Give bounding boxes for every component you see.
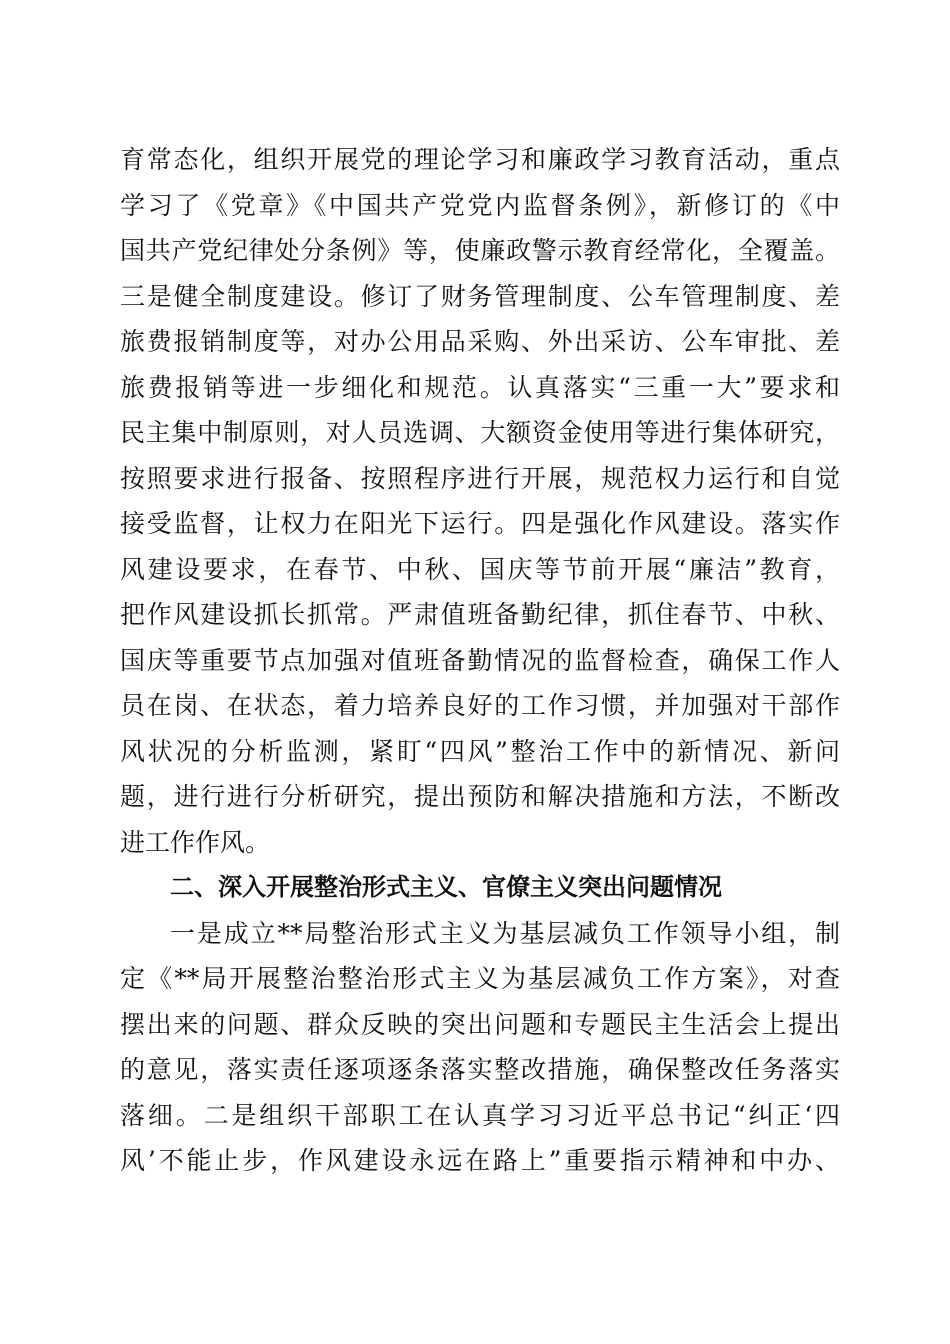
section-heading: 二、深入开展整治形式主义、官僚主义突出问题情况 — [170, 873, 722, 901]
body-line: 旅费报销制度等，对办公用品采购、外出采访、公车审批、差 — [120, 327, 840, 356]
body-line: 按照要求进行报备、按照程序进行开展，规范权力运行和自觉 — [120, 463, 840, 493]
document-body — [120, 137, 840, 1184]
body-line: 民主集中制原则，对人员选调、大额资金使用等进行集体研究， — [120, 418, 840, 447]
body-line: 把作风建设抓长抓常。严肃值班备勤纪律，抓住春节、中秋、 — [120, 600, 840, 629]
body-line: 题，进行进行分析研究，提出预防和解决措施和方法，不断改 — [120, 782, 840, 811]
body-line: 旅费报销等进一步细化和规范。认真落实“三重一大”要求和 — [120, 372, 840, 402]
body-line: 风状况的分析监测，紧盯“四风”整治工作中的新情况、新问 — [120, 736, 840, 766]
body-line: 国共产党纪律处分条例》等，使廉政警示教育经常化，全覆盖。 — [120, 236, 840, 265]
body-line: 风’不能止步，作风建设永远在路上”重要指示精神和中办、 — [120, 1146, 840, 1175]
body-line: 育常态化，组织开展党的理论学习和廉政学习教育活动，重点 — [120, 145, 840, 174]
body-line: 进工作作风。 — [120, 827, 271, 857]
body-line: 员在岗、在状态，着力培养良好的工作习惯，并加强对干部作 — [120, 691, 840, 720]
body-line: 风建设要求，在春节、中秋、国庆等节前开展“廉洁”教育， — [120, 554, 840, 584]
body-line: 三是健全制度建设。修订了财务管理制度、公车管理制度、差 — [120, 281, 840, 311]
body-line: 一是成立**局整治形式主义为基层减负工作领导小组，制 — [170, 918, 840, 948]
body-line: 落细。二是组织干部职工在认真学习习近平总书记“纠正‘四 — [120, 1100, 840, 1130]
body-line: 的意见，落实责任逐项逐条落实整改措施，确保整改任务落实 — [120, 1055, 840, 1084]
body-line: 摆出来的问题、群众反映的突出问题和专题民主生活会上提出 — [120, 1009, 840, 1039]
body-line: 国庆等重要节点加强对值班备勤情况的监督检查，确保工作人 — [120, 645, 840, 675]
body-line: 接受监督，让权力在阳光下运行。四是强化作风建设。落实作 — [120, 509, 840, 538]
body-line: 定《**局开展整治整治形式主义为基层减负工作方案》，对查 — [120, 964, 840, 993]
body-line: 学习了《党章》《中国共产党党内监督条例》，新修订的《中 — [120, 190, 840, 220]
